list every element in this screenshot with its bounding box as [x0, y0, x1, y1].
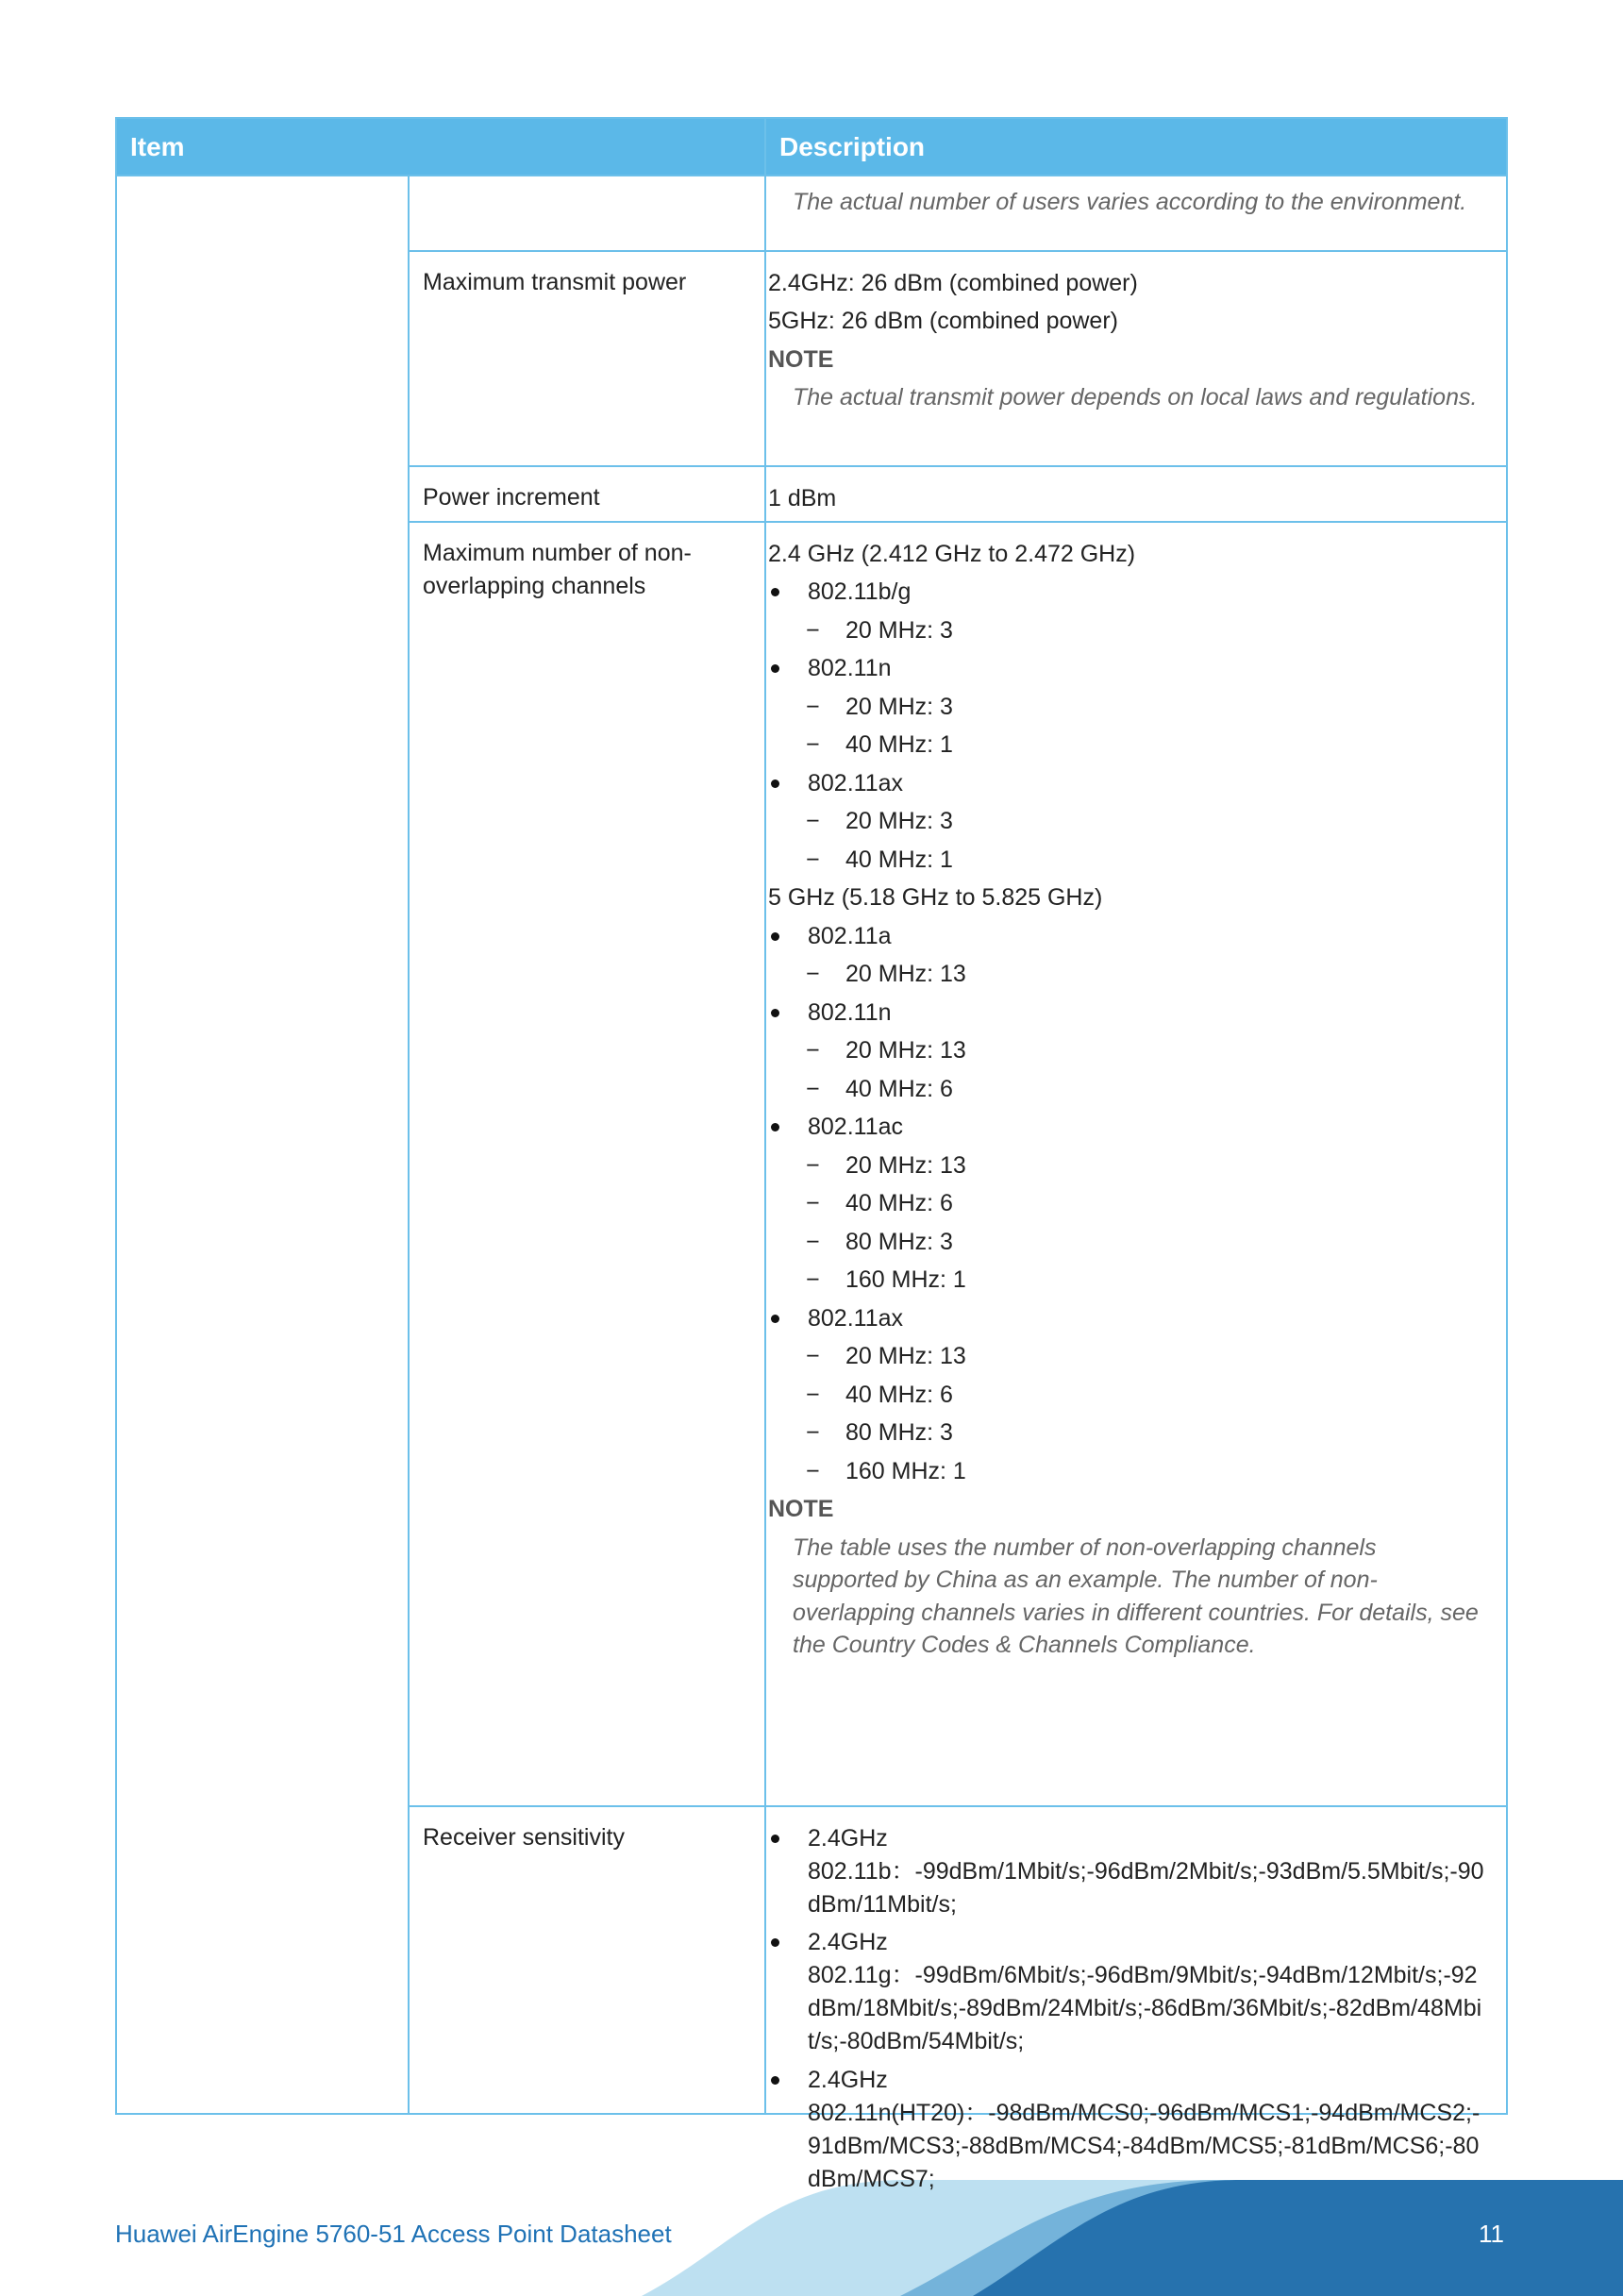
note-title: NOTE	[768, 345, 834, 373]
sub-item: − 20 MHz: 3	[768, 614, 1485, 647]
sub-item: − 20 MHz: 13	[768, 1340, 1485, 1373]
bullet-item: 802.11a	[768, 920, 1485, 953]
bullet-item: 2.4GHz 802.11n(HT20)：-98dBm/MCS0;-96dBm/MCS1;-94dBm/MCS2;-91dBm/MCS3;-88dBm/MCS4;-84dBm/MCS5;-81dBm/MCS6;-80dBm/MCS7;	[768, 2064, 1485, 2196]
sub-item: − 20 MHz: 3	[768, 805, 1485, 838]
sub-item: − 80 MHz: 3	[768, 1226, 1485, 1259]
note-text: The table uses the number of non-overlapping channels supported by China as an example. The number of non-overlapping channels varies in different countries. For details, see the Country Codes & Channels Compliance.	[793, 1533, 1479, 1658]
paragraph: 2.4 GHz (2.412 GHz to 2.472 GHz)	[768, 540, 1136, 567]
page-number: 11	[1479, 2220, 1504, 2248]
sub-item: − 40 MHz: 1	[768, 844, 1485, 877]
sub-item: − 40 MHz: 6	[768, 1379, 1485, 1412]
item-cell: Receiver sensitivity	[423, 1824, 625, 1851]
table-row	[410, 252, 1506, 467]
note-title: NOTE	[768, 1496, 834, 1522]
footer-document-title: Huawei AirEngine 5760-51 Access Point Datasheet	[115, 2220, 672, 2248]
table-row	[410, 176, 1506, 252]
table-row	[410, 467, 1506, 523]
paragraph: 5GHz: 26 dBm (combined power)	[768, 308, 1118, 334]
sub-item: − 20 MHz: 13	[768, 958, 1485, 991]
sub-item: − 20 MHz: 3	[768, 691, 1485, 724]
bullet-item: 2.4GHz 802.11g：-99dBm/6Mbit/s;-96dBm/9Mbit/s;-94dBm/12Mbit/s;-92dBm/18Mbit/s;-89dBm/24Mbit/s;-86dBm/36Mbit/s;-82dBm/48Mbit/s;-80dBm/54Mbit/s;	[768, 1926, 1485, 2058]
header-item: Item	[130, 132, 185, 161]
description-cell	[768, 186, 1485, 219]
item-cell: Maximum number of non-overlapping channels	[423, 540, 692, 599]
note-text: The actual transmit power depends on local laws and regulations.	[793, 384, 1478, 411]
paragraph: 1 dBm	[768, 484, 837, 511]
header-divider	[764, 119, 766, 176]
bullet-item: 802.11n	[768, 652, 1485, 685]
table-row	[410, 523, 1506, 1807]
paragraph: 2.4GHz: 26 dBm (combined power)	[768, 269, 1138, 296]
item-cell: Power increment	[423, 484, 600, 511]
spec-table	[115, 117, 1508, 2192]
bullet-item: 802.11ac	[768, 1111, 1485, 1144]
table-header	[117, 119, 1506, 176]
header-description: Description	[779, 132, 926, 161]
sub-item: − 20 MHz: 13	[768, 1034, 1485, 1067]
sub-item: − 160 MHz: 1	[768, 1455, 1485, 1488]
sub-item: − 20 MHz: 13	[768, 1149, 1485, 1182]
sub-item: − 80 MHz: 3	[768, 1416, 1485, 1450]
note-text: The actual number of users varies according to the environment.	[793, 189, 1467, 215]
table-row	[410, 1807, 1506, 2192]
bullet-item: 802.11ax	[768, 1302, 1485, 1335]
item-cell	[423, 186, 744, 191]
paragraph: 5 GHz (5.18 GHz to 5.825 GHz)	[768, 884, 1103, 911]
description-cell	[768, 261, 1485, 414]
bullet-item: 2.4GHz 802.11b：-99dBm/1Mbit/s;-96dBm/2Mbit/s;-93dBm/5.5Mbit/s;-90dBm/11Mbit/s;	[768, 1822, 1485, 1921]
sub-item: − 160 MHz: 1	[768, 1264, 1485, 1297]
description-cell	[768, 532, 1485, 1662]
description-cell	[768, 1817, 1485, 2201]
sub-item: − 40 MHz: 6	[768, 1073, 1485, 1106]
description-cell	[768, 477, 1485, 520]
sub-item: − 40 MHz: 1	[768, 729, 1485, 762]
bullet-item: 802.11ax	[768, 767, 1485, 800]
bullet-item: 802.11n	[768, 997, 1485, 1030]
item-cell: Maximum transmit power	[423, 269, 687, 295]
sub-item: − 40 MHz: 6	[768, 1187, 1485, 1220]
bullet-item: 802.11b/g	[768, 576, 1485, 609]
